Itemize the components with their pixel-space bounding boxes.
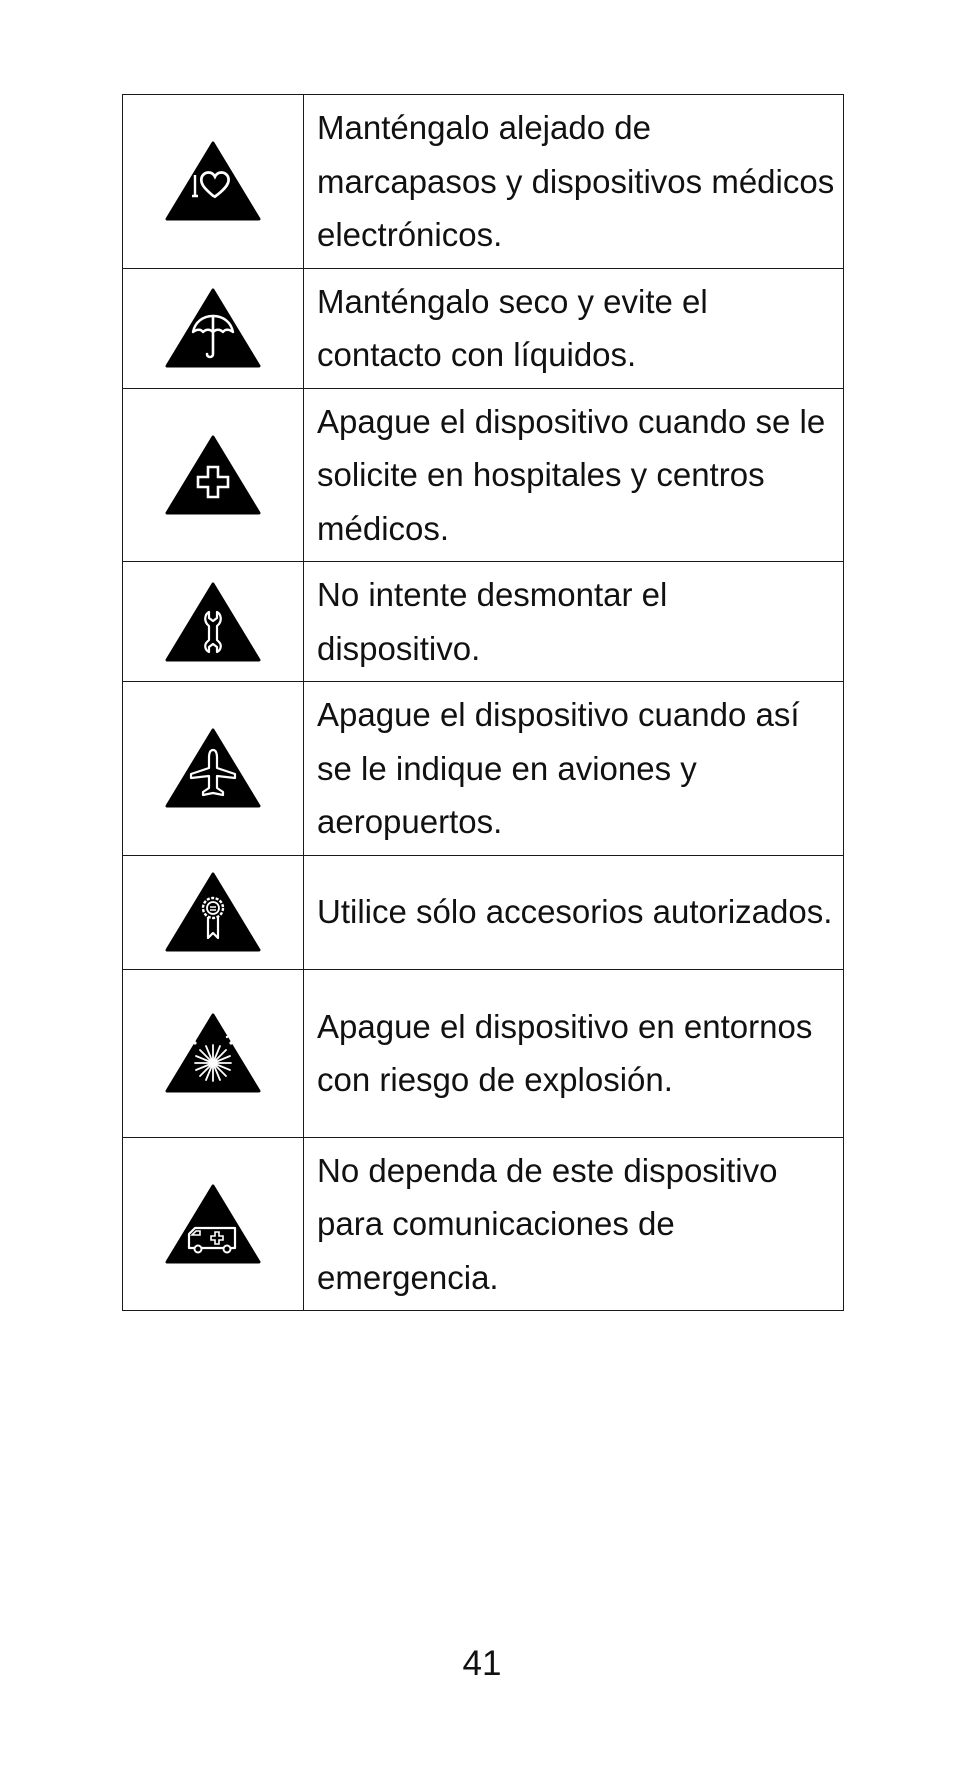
warning-text: Manténgalo seco y evite el contacto con líquidos. <box>304 268 844 388</box>
ambulance-icon <box>165 1184 261 1264</box>
icon-cell <box>123 562 304 682</box>
icon-cell <box>123 969 304 1137</box>
icon-cell <box>123 1137 304 1311</box>
pacemaker-heart-icon <box>165 141 261 221</box>
icon-cell <box>123 388 304 562</box>
table-row <box>123 95 844 269</box>
table-row <box>123 969 844 1137</box>
icon-cell <box>123 268 304 388</box>
warning-text: No intente desmontar el dispositivo. <box>304 562 844 682</box>
warning-text: Apague el dispositivo cuando se le solicite en hospitales y centros médicos. <box>304 388 844 562</box>
warning-text: No dependa de este dispositivo para comunicaciones de emergencia. <box>304 1137 844 1311</box>
table-row <box>123 1137 844 1311</box>
table-row <box>123 562 844 682</box>
table-row <box>123 682 844 856</box>
umbrella-icon <box>165 288 261 368</box>
warning-text: Manténgalo alejado de marcapasos y dispositivos médicos electrónicos. <box>304 95 844 269</box>
warning-text: Apague el dispositivo cuando así se le indique en aviones y aeropuertos. <box>304 682 844 856</box>
table-row <box>123 855 844 969</box>
warning-text: Apague el dispositivo en entornos con riesgo de explosión. <box>304 969 844 1137</box>
safety-warnings-table <box>122 94 844 1311</box>
medical-cross-icon <box>165 435 261 515</box>
table-row <box>123 268 844 388</box>
icon-cell <box>123 855 304 969</box>
icon-cell <box>123 95 304 269</box>
approved-accessory-badge-icon <box>165 872 261 952</box>
page-number: 41 <box>462 1644 502 1683</box>
warning-text: Utilice sólo accesorios autorizados. <box>304 855 844 969</box>
airplane-icon <box>165 728 261 808</box>
table-row <box>123 388 844 562</box>
explosion-icon <box>165 1013 261 1093</box>
icon-cell <box>123 682 304 856</box>
wrench-icon <box>165 582 261 662</box>
